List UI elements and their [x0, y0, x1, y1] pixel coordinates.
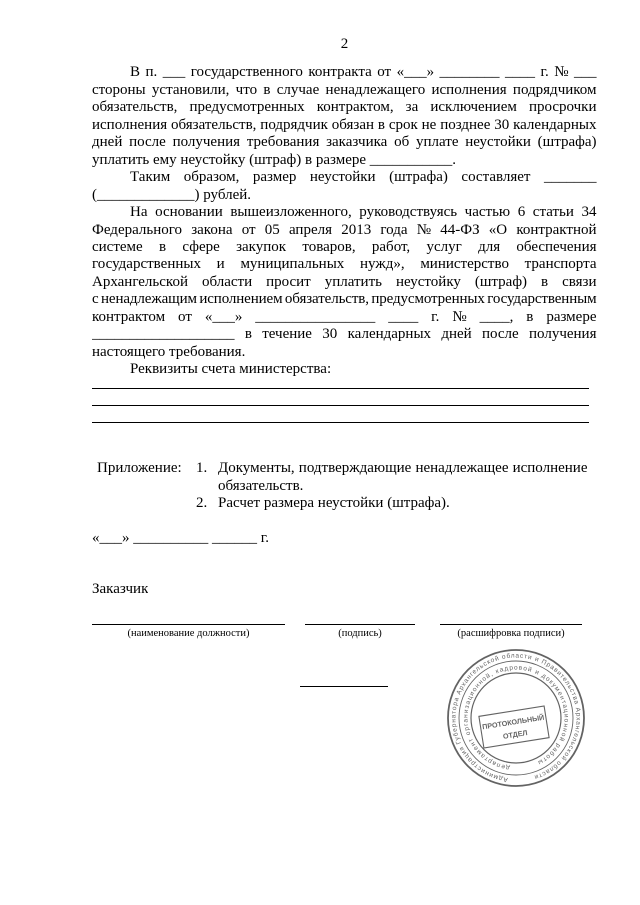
stamp-outer-ring-textpath: Администрация Губернатора Архангельской области и Правительства Архангельской области	[450, 652, 582, 783]
body-text	[92, 64, 597, 378]
paragraph-line: системе в сфере закупок товаров, работ, услуг для обеспечения	[92, 238, 597, 255]
paragraph-bank-details-label	[92, 361, 597, 378]
bank-details-blank-line	[92, 422, 589, 423]
stamp-department-line: ОТДЕЛ	[502, 728, 529, 741]
stamp-department-box	[479, 706, 549, 748]
signature-name-caption: (расшифровка подписи)	[457, 628, 565, 639]
paragraph-line: с ненадлежащим исполнением обязательств, предусмотренных государственным	[92, 291, 597, 308]
signature-line	[305, 624, 415, 625]
stamp-seal	[446, 648, 586, 788]
paragraph-penalty-amount	[92, 169, 597, 204]
paragraph-line: контрактом от «___» ________________ ____ г. № ____, в размере	[92, 308, 597, 325]
paragraph-contract-penalty-terms	[92, 64, 597, 169]
paragraph-line: Таким образом, размер неустойки (штрафа) составляет _______	[130, 169, 597, 186]
paragraph-line: Федерального закона от 05 апреля 2013 года № 44-ФЗ «О контрактной	[92, 221, 597, 238]
paragraph-line: Архангельской области просит уплатить неустойку (штраф) в связи	[92, 273, 597, 290]
page-number: 2	[340, 36, 349, 52]
appendix-item-number: 2.	[196, 495, 208, 512]
paragraph-line: уплатить ему неустойку (штраф) в размере ___________.	[92, 151, 457, 168]
paragraph-line: На основании вышеизложенного, руководствуясь частью 6 статьи 34	[130, 204, 597, 221]
appendix-item-text: Расчет размера неустойки (штрафа).	[218, 495, 450, 512]
stamp-department-line: ПРОТОКОЛЬНЫЙ	[481, 712, 545, 732]
customer-label: Заказчик	[92, 581, 149, 597]
signature-caption: (подпись)	[338, 628, 382, 639]
appendix-item-number: 1.	[196, 460, 208, 477]
signature-position-line	[92, 624, 285, 625]
bank-details-blank-line	[92, 405, 589, 406]
signature-position-caption: (наименование должности)	[127, 628, 250, 639]
signature-name-line	[440, 624, 582, 625]
appendix-item-text: обязательств.	[218, 477, 304, 494]
paragraph-line: дней после получения требования заказчика об уплате неустойки (штрафа)	[92, 134, 597, 151]
paragraph-penalty-demand	[92, 204, 597, 361]
paragraph-line: настоящего требования.	[92, 343, 246, 360]
paragraph-line: стороны установили, что в случае ненадлежащего исполнения подрядчиком	[92, 81, 597, 98]
bank-details-blank-line	[92, 388, 589, 389]
paragraph-line: (_____________) рублей.	[92, 186, 252, 203]
appendix-label: Приложение:	[97, 460, 182, 477]
paragraph-line: В п. ___ государственного контракта от «___» ________ ____ г. № ___	[130, 64, 597, 81]
date-line: «___» __________ ______ г.	[92, 530, 269, 547]
paragraph-line: исполнения обязательств, подрядчик обязан в срок не позднее 30 календарных	[92, 116, 597, 133]
stamp-ink	[448, 650, 584, 786]
bank-details-label: Реквизиты счета министерства:	[130, 361, 332, 378]
paragraph-line: государственных и муниципальных нужд», министерство транспорта	[92, 256, 597, 273]
stamp-inner-ring-textpath: департамент организационной, кадровой и документационной работы	[462, 664, 570, 772]
paragraph-line: ___________________ в течение 30 календарных дней после получения	[92, 326, 597, 343]
paragraph-line: обязательств, предусмотренных контрактом, за исключением просрочки	[92, 99, 597, 116]
appendix-item-text: Документы, подтверждающие ненадлежащее исполнение	[218, 460, 588, 477]
short-blank-line	[300, 686, 388, 687]
